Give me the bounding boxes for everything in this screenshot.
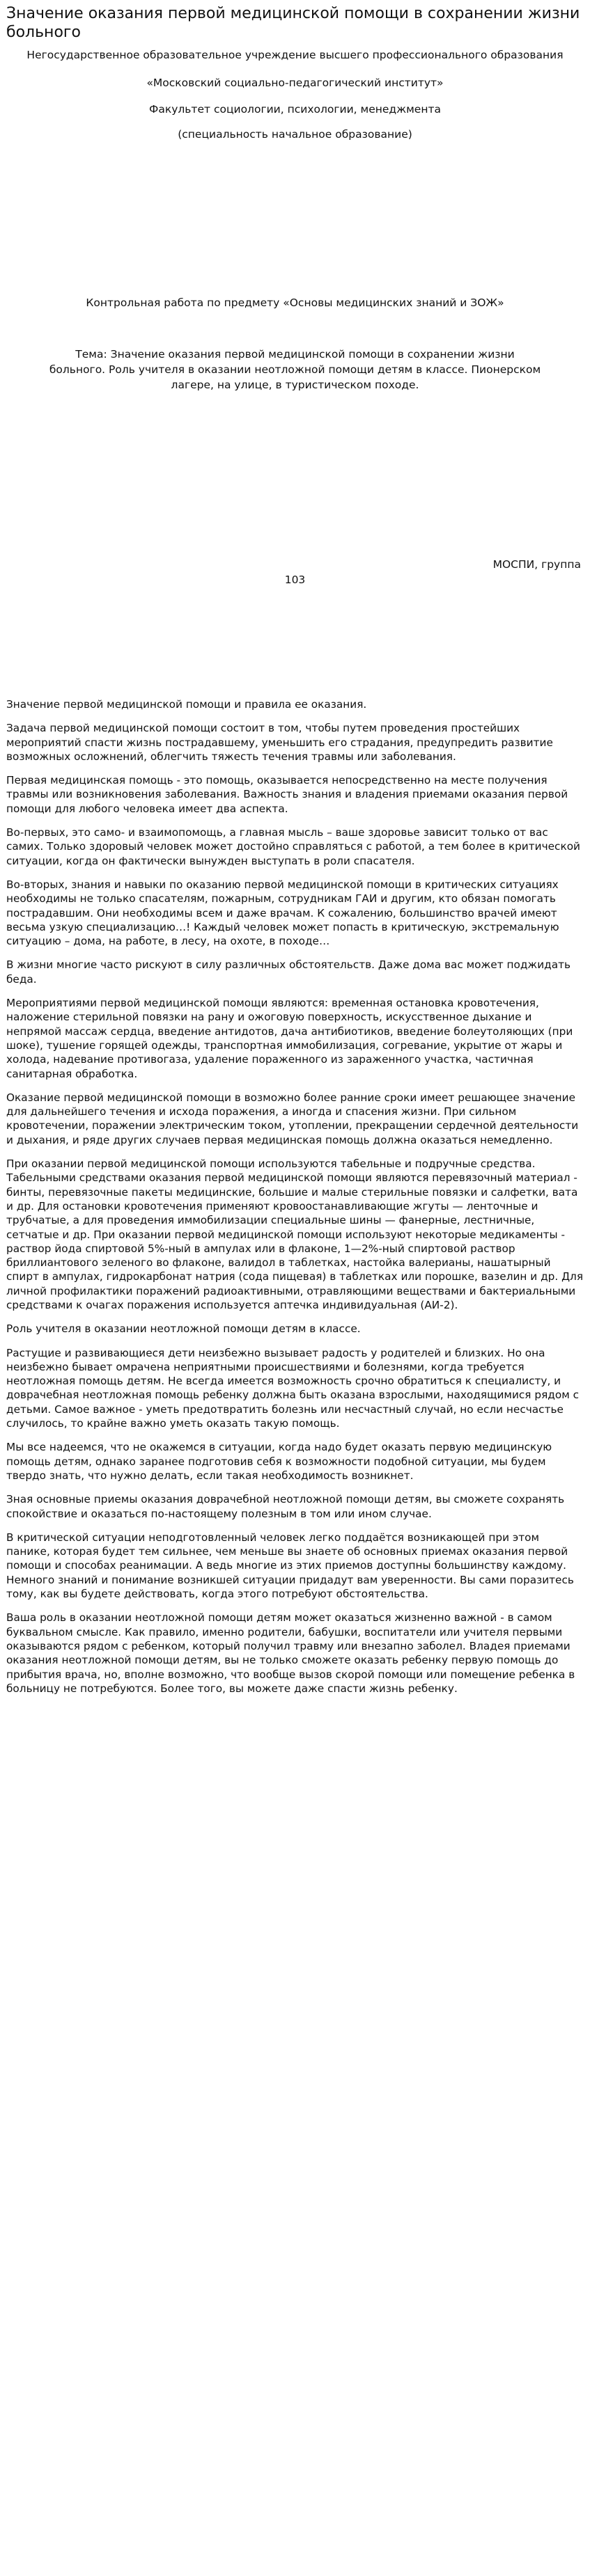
paragraph: Ваша роль в оказании неотложной помощи детям может оказаться жизненно важной - в самом буквальном смысле. Как правило, именно родители, бабушки, воспитатели или учителя первыми оказываются рядом с ребенком, который получил травму или внезапно заболел. Владея приемами оказания неотложной помощи детям, вы не только сможете оказать ребенку первую помощь до прибытия врача, но, вполне возможно, что вообще вызов скорой помощи или помещение ребенка в больницу не потребуются. Более того, вы можете даже спасти жизнь ребенку. (6, 1611, 575, 1695)
institution-name: «Московский социально-педагогический институт» (146, 77, 444, 89)
section-heading: Роль учителя в оказании неотложной помощи детям в классе. (6, 1322, 361, 1336)
paragraph: Первая медицинская помощь - это помощь, оказывается непосредственно на месте получения травмы или возникновения заболевания. Важность знания и владения приемами оказания первой помощи для любого человека имеет два аспекта. (6, 774, 568, 815)
institution-type: Негосударственное образовательное учреждение высшего профессионального образования (26, 49, 564, 61)
paragraph: Мероприятиями первой медицинской помощи являются: временная остановка кровотечения, наложение стерильной повязки на рану и ожоговую поверхность, искусственное дыхание и непрямой массаж сердца, введение антидотов, дача антибиотиков, введение болеутоляющих (при шоке), тушение горящей одежды, транспортная иммобилизация, согревание, укрытие от жары и холода, надевание противогаза, удаление пораженного из зараженного участка, частичная санитарная обработка. (6, 997, 573, 1080)
paragraph: В жизни многие часто рискуют в силу различных обстоятельств. Даже дома вас может поджидать беда. (6, 958, 571, 986)
paragraph: Во-первых, это само- и взаимопомощь, а главная мысль – ваше здоровье зависит только от вас самих. Только здоровый человек может достойно справляться с работой, а тем более в критической ситуации, когда он фактически вынужден выступать в роли спасателя. (6, 826, 581, 867)
paragraph: Растущие и развивающиеся дети неизбежно вызывает радость у родителей и близких. Но она неизбежно бывает омрачена неприятными происшествиями и болезнями, когда требуется неотложная помощь детям. Не всегда имеется возможность срочно обратиться к специалисту, и доврачебная неотложная помощь ребенку должна быть оказана взрослыми, находящимися рядом с детьми. Самое важное - уметь предотвратить болезнь или несчастный случай, но если несчастье случилось, то крайне важно уметь оказать такую помощь. (6, 1346, 580, 1430)
section-heading: Значение первой медицинской помощи и правила ее оказания. (6, 698, 367, 711)
paragraph: Задача первой медицинской помощи состоит в том, чтобы путем проведения простейших мероприятий спасти жизнь пострадавшему, уменьшить его страдания, предупредить развитие возможных осложнений, облегчить тяжесть течения травмы или заболевания. (6, 722, 553, 763)
paragraph: Оказание первой медицинской помощи в возможно более ранние сроки имеет решающее значение для дальнейшего течения и исхода поражения, а иногда и спасения жизни. При сильном кровотечении, поражении электрическим током, утоплении, прекращении сердечной деятельности и дыхания, и ряде других случаев первая медицинская помощь должна оказаться немедленно. (6, 1091, 579, 1146)
group-number: 103 (284, 574, 306, 586)
paragraph: Во-вторых, знания и навыки по оказанию первой медицинской помощи в критических ситуациях необходимы не только спасателям, пожарным, сотрудникам ГАИ и другим, кто обязан помогать пострадавшим. Они необходимы всем и даже врачам. К сожалению, большинство врачей имеют весьма узкую специализацию…! Каждый человек может попасть в критическую, экстремальную ситуацию – дома, на работе, в лесу, на охоте, в походе… (6, 878, 559, 948)
paragraph: Мы все надеемся, что не окажемся в ситуации, когда надо будет оказать первую медицинскую помощь детям, однако заранее подготовив себя к возможности подобной ситуации, мы будем твердо знать, что нужно делать, если такая необходимость возникнет. (6, 1441, 552, 1482)
paragraph: При оказании первой медицинской помощи используются табельные и подручные средства. Табельными средствами оказания первой медицинской помощи являются перевязочный материал - бинты, перевязочные пакеты медицинские, большие и малые стерильные повязки и салфетки, вата и др. Для остановки кровотечения применяют кровоостанавливающие жгуты — ленточные и трубчатые, а для проведения иммобилизации специальные шины — фанерные, лестничные, сетчатые и др. При оказании первой медицинской помощи используют некоторые медикаменты - раствор йода спиртовой 5%-ный в ампулах или в флаконе, 1—2%-ный спиртовой раствор бриллиантового зеленого во флаконе, валидол в таблетках, настойка валерианы, нашатырный спирт в ампулах, гидрокарбонат натрия (сода пищевая) в таблетках или порошке, вазелин и др. Для личной профилактики поражений радиоактивными, отравляющими веществами и бактериальными средствами к очагах поражения используется аптечка индивидуальная (АИ-2). (6, 1157, 584, 1311)
document-page (0, 4, 590, 1696)
faculty-name: Факультет социологии, психологии, менеджмента (149, 103, 441, 116)
work-type: Контрольная работа по предмету «Основы медицинских знаний и ЗОЖ» (86, 297, 504, 309)
student-group: МОСПИ, группа (492, 558, 581, 571)
paragraph: В критической ситуации неподготовленный человек легко поддаётся возникающей при этом панике, которая будет тем сильнее, чем меньше вы знаете об основных приемах оказания первой помощи и способах реанимации. А ведь многие из этих приемов доступны большинству каждому. Немного знаний и понимание возникшей ситуации придадут вам уверенности. Вы сами поразитесь тому, как вы будете действовать, когда этого потребуют обстоятельства. (6, 1531, 574, 1601)
paragraph: Зная основные приемы оказания доврачебной неотложной помощи детям, вы сможете сохранять спокойствие и оказаться по-настоящему полезным в том или ином случае. (6, 1493, 565, 1520)
work-theme: Тема: Значение оказания первой медицинской помощи в сохранении жизни больного. Роль учителя в оказании неотложной помощи детям в классе. Пионерском лагере, на улице, в туристическом походе. (49, 348, 541, 391)
specialty: (специальность начальное образование) (178, 128, 412, 141)
document-body (6, 697, 584, 1696)
page-title: Значение оказания первой медицинской помощи в сохранении жизни больного (6, 5, 580, 41)
